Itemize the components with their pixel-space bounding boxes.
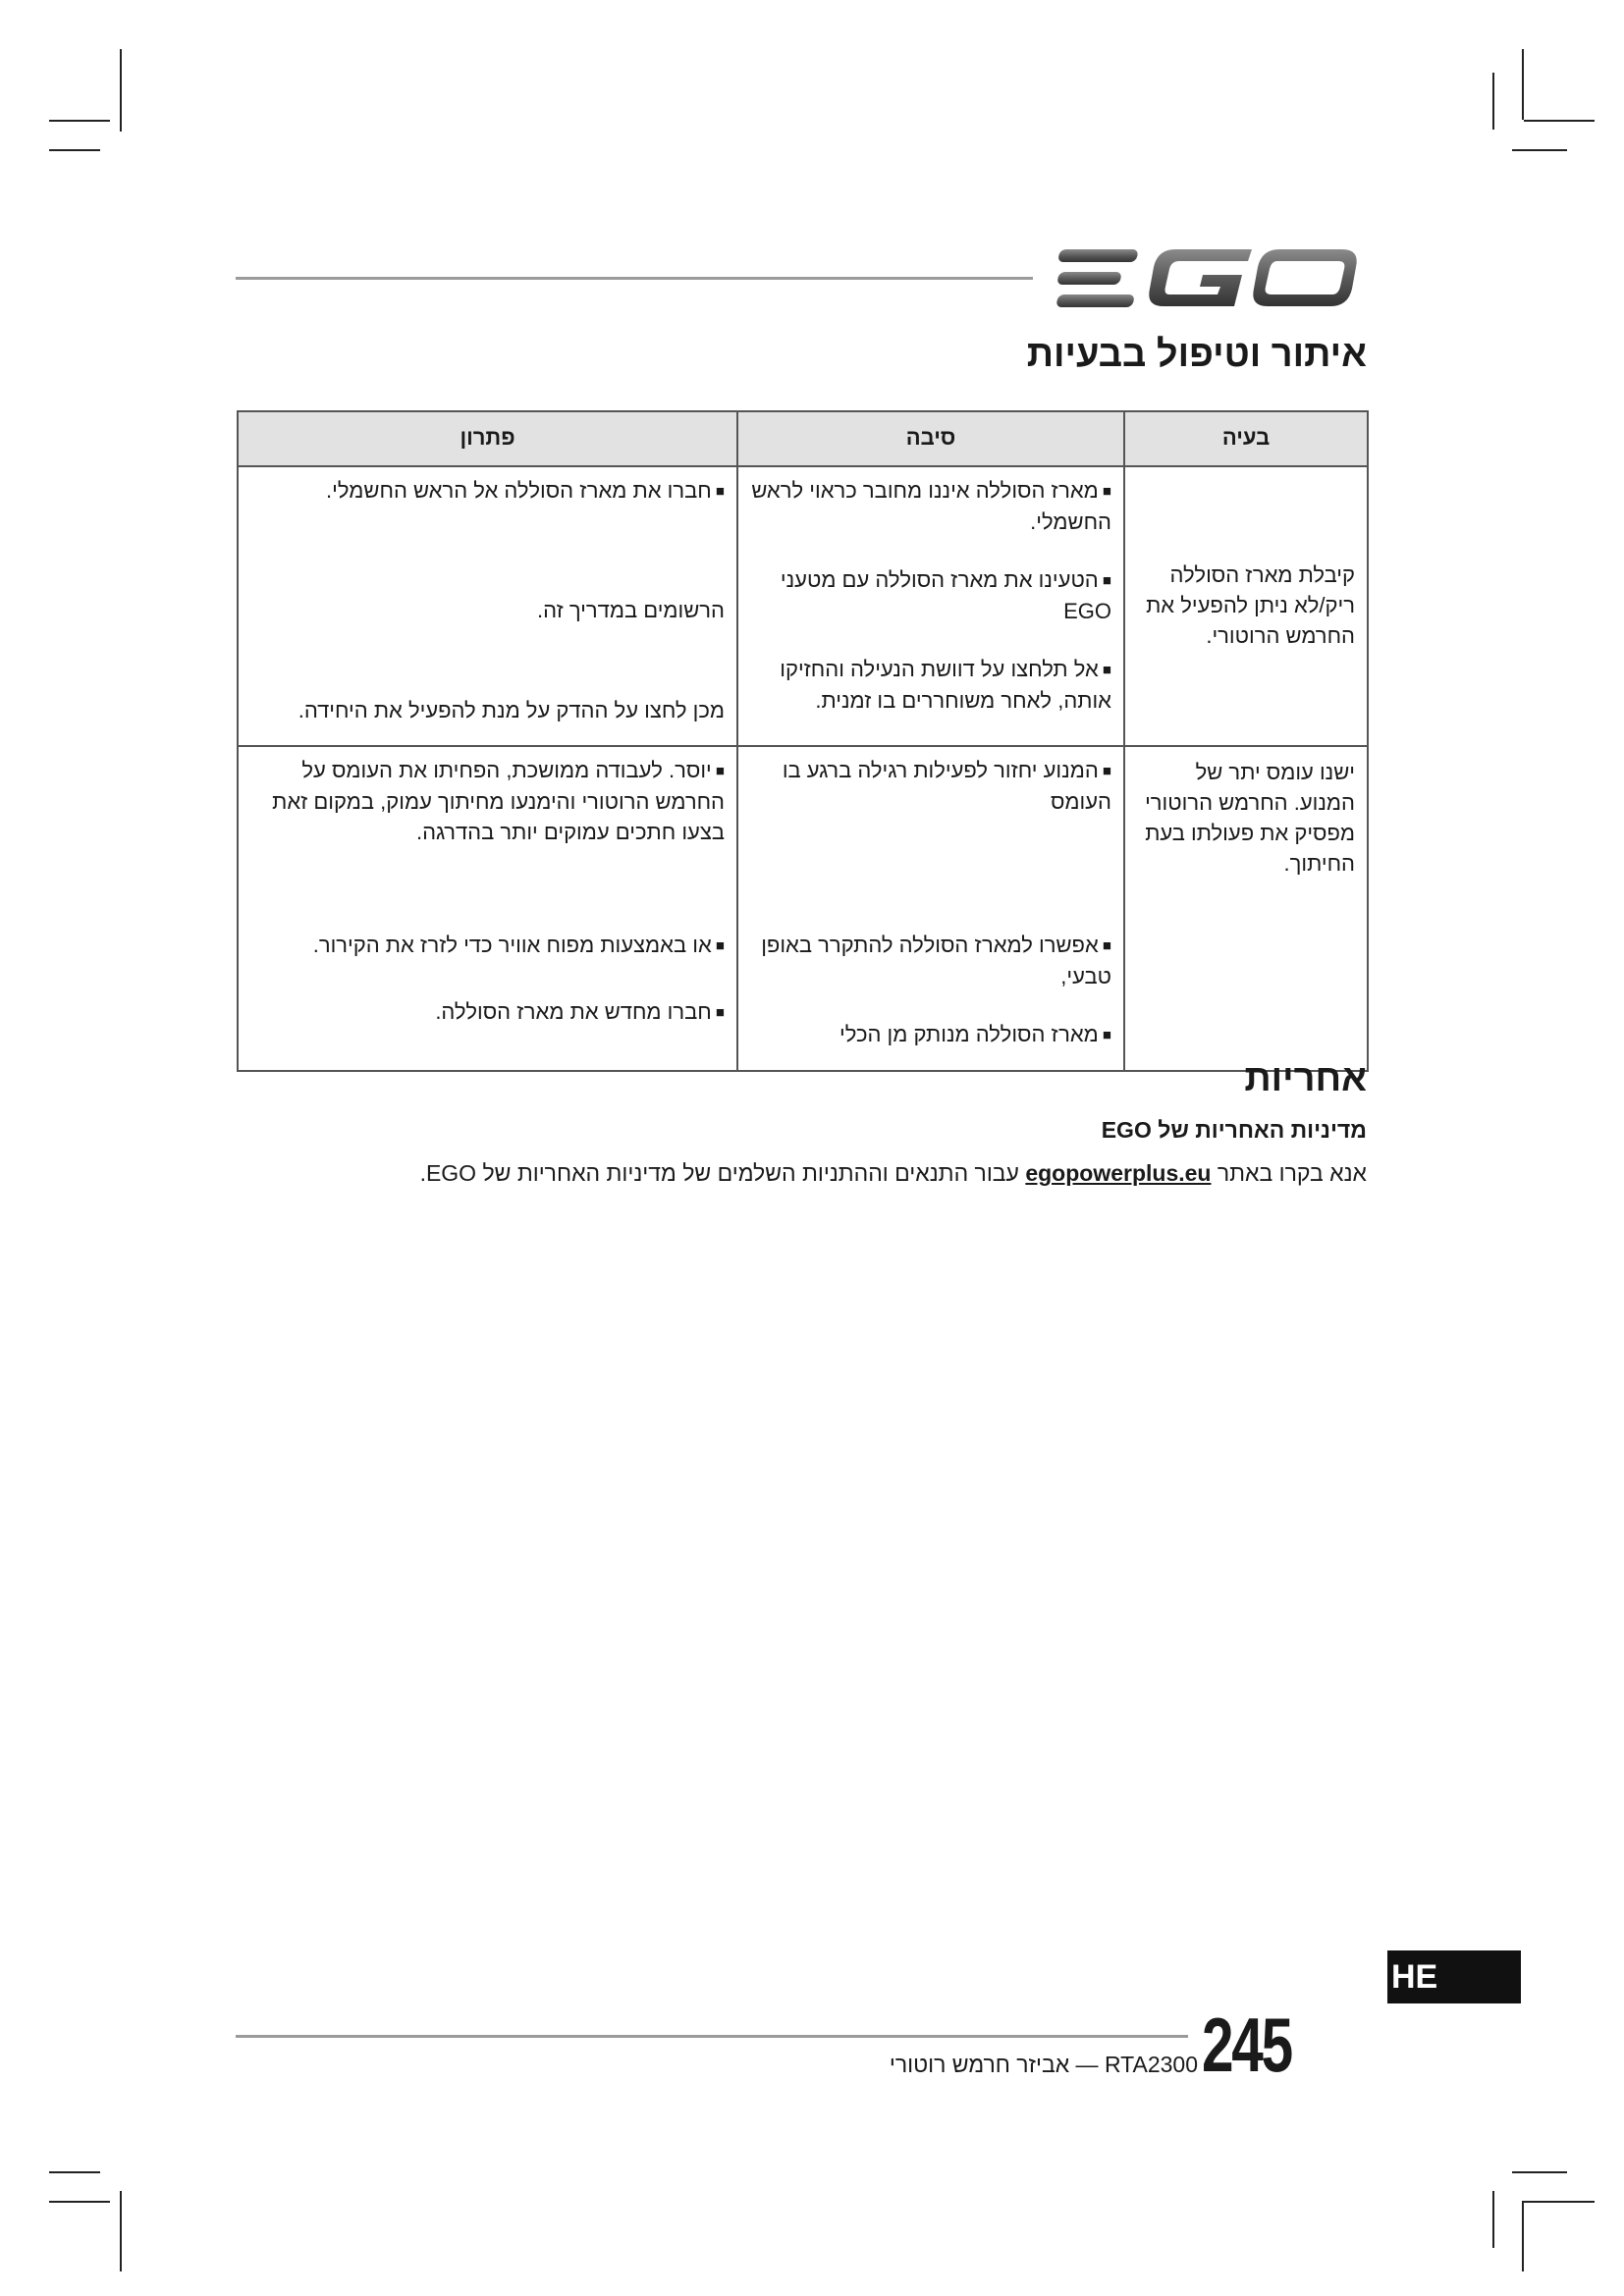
crop-mark	[1492, 2191, 1494, 2248]
table-header-row	[238, 411, 1368, 466]
language-badge: HE	[1387, 1950, 1521, 2003]
column-header-solution: פתרון	[238, 411, 737, 466]
header-rule	[236, 277, 1033, 280]
crop-mark	[49, 2201, 110, 2203]
problem-cell	[1124, 466, 1368, 746]
solution-text: ■ יוסר. לעבודה ממושכת, הפחיתו את העומס על החרמש הרוטורי והימנעו מחיתוך עמוק, במקום זאת בצעו חתכים עמוקים יותר בהדרגה.	[239, 747, 736, 910]
solution-cell	[238, 746, 737, 1071]
problem-text: קיבלת מארז הסוללה ריק/לא ניתן להפעיל את החרמש הרוטורי.	[1146, 562, 1355, 648]
ego-logo	[1056, 243, 1360, 312]
cause-text: ■ אל תלחצו על דוושת הנעילה והחזיקו אותה, לאחר משוחררים בו זמנית.	[738, 646, 1123, 723]
table-row	[238, 466, 1368, 746]
cause-cell	[737, 746, 1124, 1071]
troubleshooting-table	[237, 410, 1369, 1072]
warranty-text-after: עבור התנאים וההתניות השלמים של מדיניות האחריות של EGO.	[419, 1160, 1019, 1186]
footer-text: RTA2300 — אביזר חרמש רוטורי	[889, 2052, 1198, 2077]
crop-mark	[1522, 49, 1524, 120]
cause-text: ■ המנוע יחזור לפעילות רגילה ברגע בו העומס	[738, 747, 1123, 910]
footer-rule	[236, 2035, 1188, 2038]
crop-mark	[49, 2171, 100, 2173]
cause-text: ■ הטעינו את מארז הסוללה עם מטעני EGO	[738, 557, 1123, 634]
cause-text: ■ מארז הסוללה מנותק מן הכלי	[738, 1011, 1123, 1058]
crop-mark	[120, 2191, 122, 2271]
table-row	[238, 746, 1368, 1071]
crop-mark	[1492, 73, 1494, 130]
crop-mark	[1512, 2171, 1567, 2173]
page-number: 245	[1202, 2002, 1291, 2088]
warranty-text-before: אנא בקרו באתר	[1217, 1160, 1367, 1186]
solution-text: מכן לחצו על ההדק על מנת להפעיל את היחידה.	[298, 698, 725, 722]
crop-mark	[49, 120, 110, 122]
solution-text: ■ או באמצעות מפוח אוויר כדי לזרז את הקירור.	[239, 922, 736, 977]
crop-mark	[1524, 2201, 1595, 2203]
crop-mark	[1512, 149, 1567, 151]
page-title: איתור וטיפול בבעיות	[1026, 334, 1367, 375]
cause-cell	[737, 466, 1124, 746]
problem-cell	[1124, 746, 1368, 1071]
column-header-problem: בעיה	[1124, 411, 1368, 466]
warranty-subheading: מדיניות האחריות של EGO	[1101, 1117, 1367, 1143]
crop-mark	[1522, 2201, 1524, 2271]
warranty-heading: אחריות	[1244, 1058, 1367, 1099]
problem-text: ישנו עומס יתר של המנוע. החרמש הרוטורי מפסיק את פעולתו בעת החיתוך.	[1145, 760, 1355, 876]
crop-mark	[120, 49, 122, 132]
crop-mark	[1524, 120, 1595, 122]
warranty-paragraph	[420, 1160, 1367, 1187]
cause-text: ■ אפשרו למארז הסוללה להתקרר באופן טבעי,	[738, 922, 1123, 999]
warranty-link[interactable]: egopowerplus.eu	[1025, 1160, 1212, 1186]
crop-mark	[49, 149, 100, 151]
solution-text: ■ חברו מחדש את מארז הסוללה.	[239, 988, 736, 1036]
column-header-cause: סיבה	[737, 411, 1124, 466]
solution-cell	[238, 466, 737, 746]
solution-text: הרשומים במדריך זה.	[537, 598, 725, 622]
solution-text: ■ חברו את מארז הסוללה אל הראש החשמלי.	[239, 467, 736, 544]
cause-text: ■ מארז הסוללה איננו מחובר כראוי לראש החשמלי.	[738, 467, 1123, 545]
